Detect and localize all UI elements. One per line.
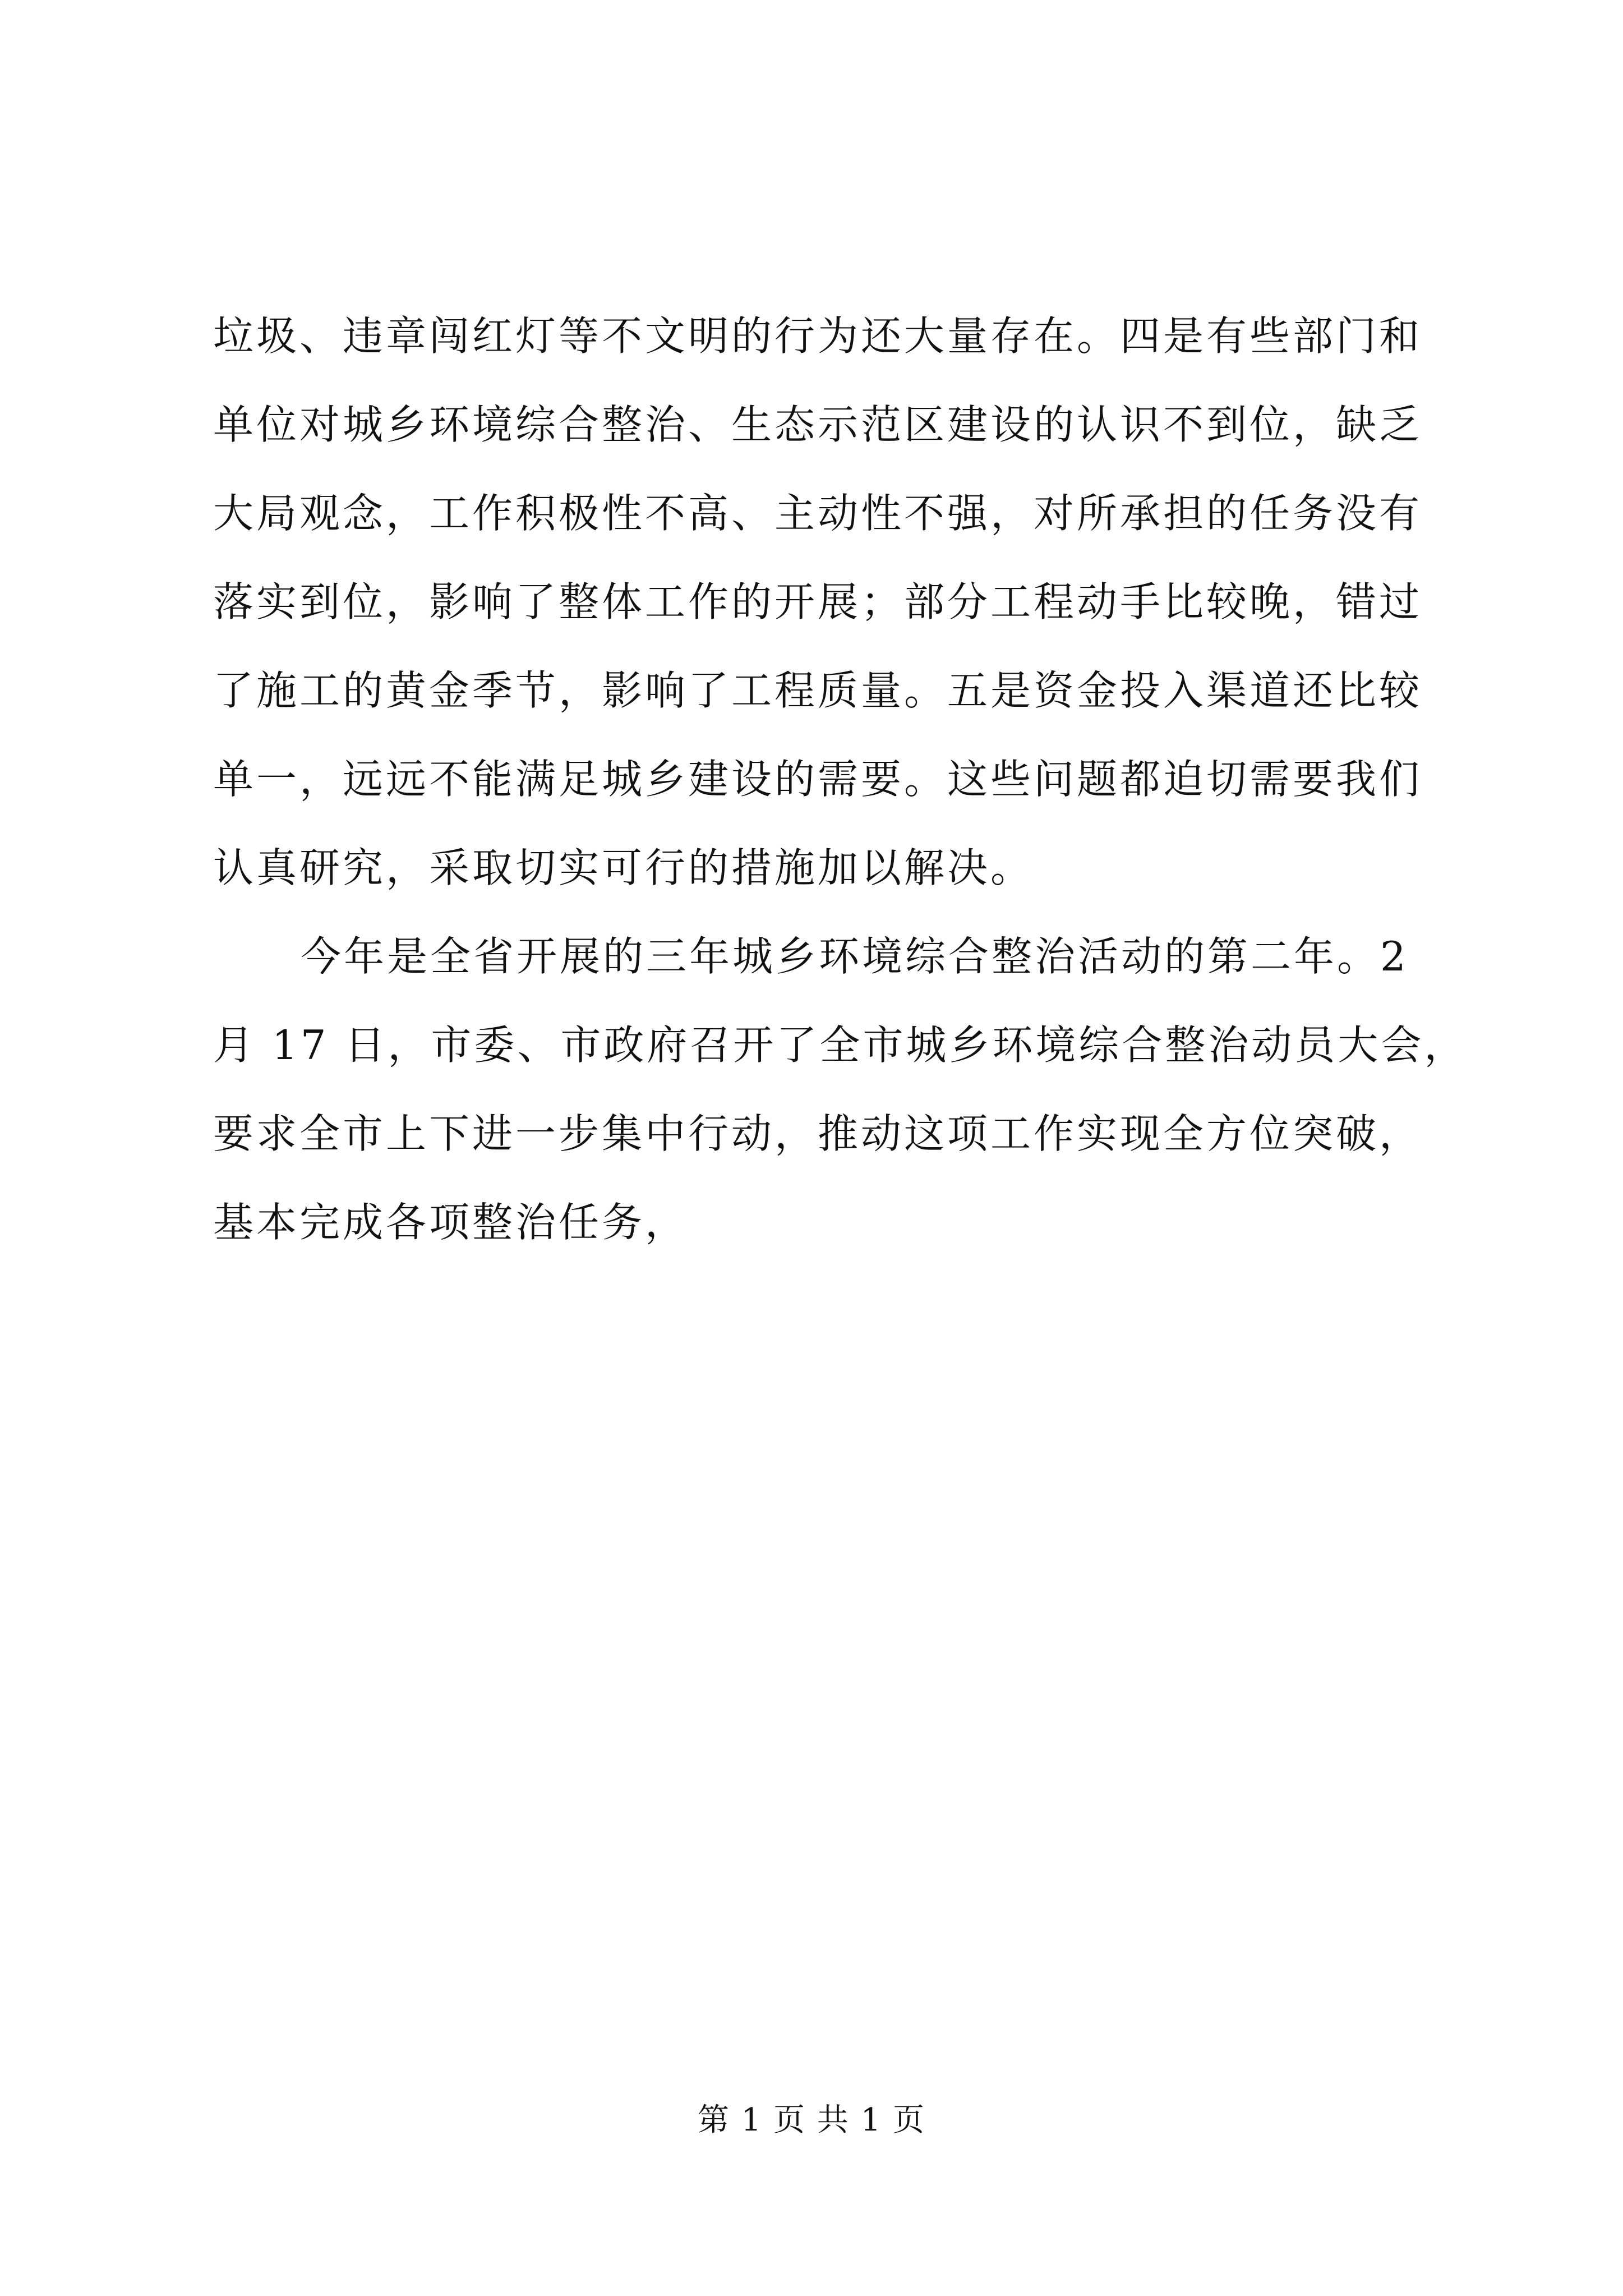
paragraph-2-line-3: 要求全市上下进一步集中行动，推动这项工作实现全方位突破， xyxy=(213,1110,1423,1157)
paragraph-2-line-2: 月 17 日，市委、市政府召开了全市城乡环境综合整治动员大会， xyxy=(213,1022,1468,1069)
paragraph-1-line-6: 单一，远远不能满足城乡建设的需要。这些问题都迫切需要我们 xyxy=(213,756,1423,803)
paragraph-1-line-4: 落实到位，影响了整体工作的开展；部分工程动手比较晚，错过 xyxy=(213,578,1423,625)
paragraph-1-line-1: 垃圾、违章闯红灯等不文明的行为还大量存在。四是有些部门和 xyxy=(213,312,1423,360)
paragraph-1-line-5: 了施工的黄金季节，影响了工程质量。五是资金投入渠道还比较 xyxy=(213,667,1423,714)
paragraph-1-line-2: 单位对城乡环境综合整治、生态示范区建设的认识不到位，缺乏 xyxy=(213,401,1423,448)
page-footer xyxy=(0,2098,1623,2143)
paragraph-2-line-4: 基本完成各项整治任务， xyxy=(213,1199,689,1246)
paragraph-1-line-3: 大局观念，工作积极性不高、主动性不强，对所承担的任务没有 xyxy=(213,490,1423,537)
document-body xyxy=(213,292,1468,1267)
paragraph-1-line-7: 认真研究，采取切实可行的措施加以解决。 xyxy=(213,844,1034,891)
page-number-label: 第 1 页 共 1 页 xyxy=(697,2102,926,2138)
paragraph-2-line-1: 今年是全省开展的三年城乡环境综合整治活动的第二年。2 xyxy=(301,933,1409,980)
